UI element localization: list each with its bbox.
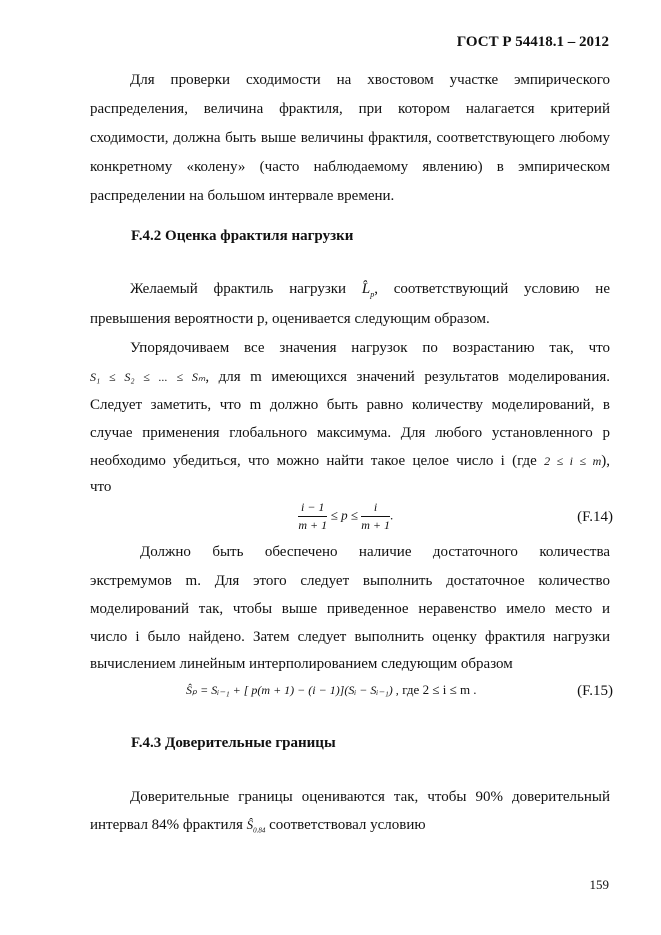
text-fragment: , для m имеющихся значений результатов моделирования. (205, 369, 610, 385)
paragraph-order-line4: случае применения глобального максимума. Для любого установленного p (90, 425, 610, 441)
text-fragment: ), (601, 453, 611, 469)
paragraph-order-line5 (90, 453, 610, 470)
symbol-L-hat-p: $L̂_p$ (361, 281, 375, 299)
text-fragment: , соответствующий условию не (374, 281, 610, 297)
paragraph-quantile-line2: превышения вероятности p, оценивается следующим образом. (90, 311, 490, 327)
document-header: ГОСТ Р 54418.1 – 2012 (456, 34, 609, 50)
page-number: 159 (589, 877, 609, 892)
formula-condition: где 2 ≤ i ≤ m . (402, 682, 477, 697)
paragraph-extremes-line3: моделирований так, чтобы выше приведенное неравенство имело место и (90, 601, 610, 617)
paragraph-order-line1: Упорядочиваем все значения нагрузок по возрастанию так, что (130, 340, 610, 356)
section-heading-f42: F.4.2 Оценка фрактиля нагрузки (131, 228, 354, 244)
paragraph-order-line6: что (90, 479, 112, 495)
section-heading-f43: F.4.3 Доверительные границы (131, 735, 336, 751)
paragraph-confidence-line1: Доверительные границы оцениваются так, чтобы 90% доверительный (130, 789, 610, 805)
text-fragment: необходимо убедиться, что можно найти такое целое число i (где (90, 453, 537, 469)
paragraph-convergence: Для проверки сходимости на хвостовом участке эмпирического распределения, величина фрактиля, при котором налагается критерий сходимости, должна быть выше величины фрактиля, соответствующего любому конкретному «колену» (часто наблюдаемому явлению) в эмпирическом распределении на большом интервале времени. (90, 72, 610, 204)
paragraph-confidence-line2 (90, 817, 610, 835)
paragraph-extremes-line1: Должно быть обеспечено наличие достаточного количества (140, 544, 610, 560)
paragraph-extremes-line4: число i было найдено. Затем следует выполнить оценку фрактиля нагрузки (90, 629, 610, 645)
equation-label-f15: (F.15) (577, 683, 613, 699)
fraction-left: $\frac{i - 1}{m + 1}$ (298, 500, 328, 532)
equation-f14 (298, 500, 393, 533)
fraction-right: $\frac{i}{m + 1}$ (361, 500, 390, 532)
text-fragment: Желаемый фрактиль нагрузки (130, 281, 347, 297)
interpolation-formula: Ŝₚ = Sᵢ₋₁ + [ p(m + 1) − (i − 1)](Sᵢ − Sᵢ₋₁) , (186, 683, 399, 697)
paragraph-extremes-line5: вычислением линейным интерполированием следующим образом (90, 656, 513, 672)
ordering-inequality: S₁ ≤ S₂ ≤ ... ≤ Sₘ (90, 370, 206, 384)
symbol-S-hat-084: $Ŝ_{0.84}$ (246, 817, 266, 835)
equation-label-f14: (F.14) (577, 509, 613, 525)
index-range: 2 ≤ i ≤ m (544, 454, 602, 468)
equation-f15 (186, 682, 477, 699)
text-fragment: интервал 84% фрактиля (90, 817, 243, 833)
equation-end: . (389, 507, 394, 523)
paragraph-order-line2 (90, 369, 610, 386)
text-fragment: соответствовал условию (269, 817, 426, 833)
paragraph-order-line3: Следует заметить, что m должно быть равно количеству моделирований, в (90, 397, 610, 413)
paragraph-extremes-line2: экстремумов m. Для этого следует выполнить достаточное количество (90, 573, 610, 589)
paragraph-quantile-line1 (90, 281, 610, 299)
inequality-middle: ≤ p ≤ (330, 507, 358, 523)
